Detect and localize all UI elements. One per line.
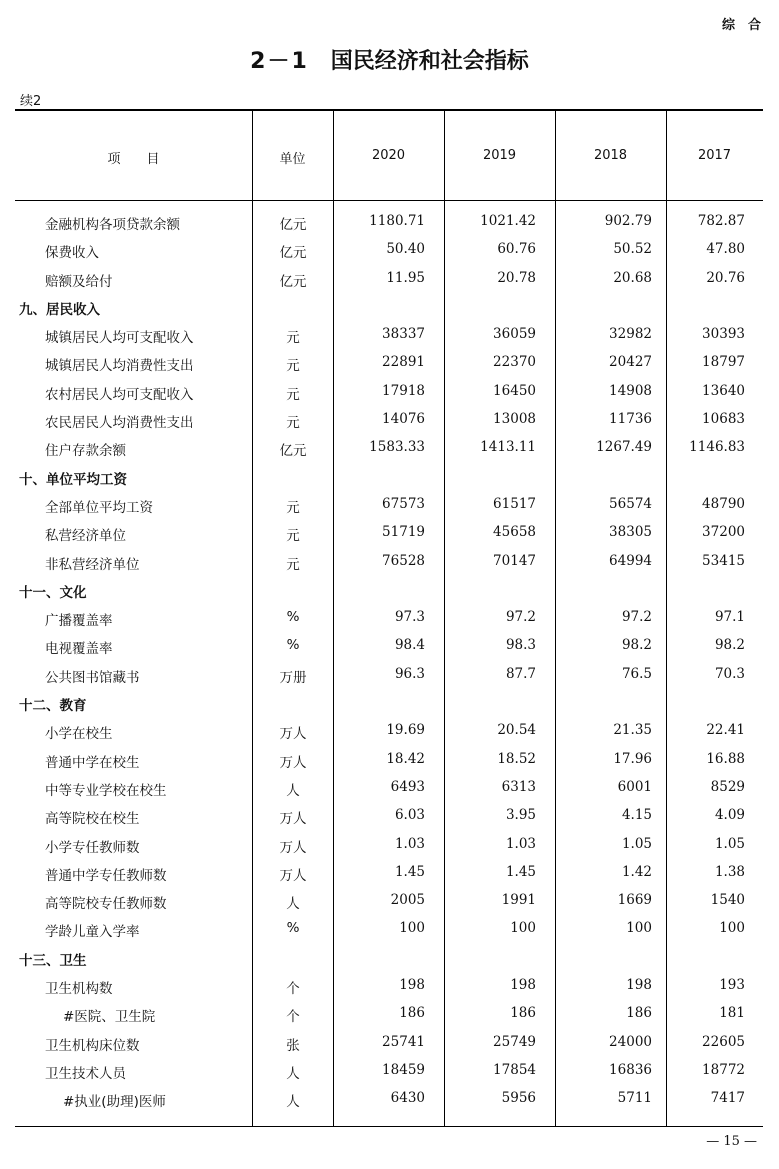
- row-value: 13008: [493, 411, 536, 428]
- row-value: 1413.11: [480, 439, 536, 456]
- row-unit: 亿元: [279, 217, 307, 233]
- row-value: 11736: [609, 411, 652, 428]
- row-value: 19.69: [386, 722, 425, 739]
- row-label: 公共图书馆藏书: [45, 669, 140, 686]
- row-value: 51719: [382, 524, 425, 541]
- row-value: 7417: [710, 1090, 745, 1107]
- row-value: 6430: [390, 1090, 425, 1107]
- table-row: [15, 831, 763, 859]
- header-unit: 单位: [279, 152, 306, 167]
- row-value: 100: [626, 920, 652, 937]
- row-value: 97.3: [394, 609, 425, 626]
- row-label: 小学在校生: [45, 726, 113, 743]
- row-value: 18459: [382, 1061, 425, 1078]
- row-value: 10683: [702, 411, 745, 428]
- row-value: 6313: [501, 778, 536, 795]
- row-value: 2005: [390, 892, 425, 909]
- header-year: 2020: [371, 148, 406, 163]
- row-value: 902.79: [604, 213, 652, 229]
- row-label: #执业(助理)医师: [63, 1094, 166, 1111]
- row-value: 198: [510, 977, 536, 994]
- row-label: 卫生机构床位数: [45, 1037, 140, 1054]
- row-value: 4.09: [714, 807, 745, 824]
- header-item: 项 目: [107, 152, 160, 167]
- row-value: 193: [719, 977, 745, 994]
- row-label: 金融机构各项贷款余额: [45, 217, 180, 233]
- row-value: 32982: [609, 326, 652, 343]
- row-unit: 元: [286, 528, 300, 545]
- row-value: 14076: [382, 411, 425, 428]
- row-unit: 万人: [279, 811, 307, 828]
- row-unit: 亿元: [279, 245, 307, 262]
- table-row: [15, 774, 763, 802]
- row-value: 70.3: [714, 665, 745, 682]
- row-label: 全部单位平均工资: [45, 499, 153, 516]
- row-value: 100: [510, 920, 536, 937]
- row-value: 64994: [609, 552, 652, 569]
- row-value: 1583.33: [369, 439, 425, 456]
- row-value: 70147: [493, 552, 536, 569]
- table-row: [15, 1000, 763, 1028]
- row-value: 97.2: [621, 609, 652, 626]
- row-value: 1.38: [714, 863, 745, 880]
- row-value: 18797: [702, 354, 745, 371]
- row-unit: %: [286, 920, 300, 937]
- row-label: 城镇居民人均消费性支出: [45, 358, 194, 375]
- table-row: [15, 265, 763, 293]
- row-value: 18.42: [386, 750, 425, 767]
- row-label: 高等院校专任教师数: [45, 896, 167, 913]
- row-unit: 万人: [279, 754, 307, 771]
- row-value: 1021.42: [480, 213, 536, 229]
- row-value: 30393: [702, 326, 745, 343]
- table-row: [15, 887, 763, 915]
- row-label: 城镇居民人均可支配收入: [45, 330, 194, 347]
- row-value: 67573: [382, 495, 425, 512]
- row-unit: 元: [286, 358, 300, 375]
- row-value: 50.52: [613, 241, 652, 258]
- row-value: 1.05: [621, 835, 652, 852]
- row-value: 4.15: [621, 807, 652, 824]
- row-label: 中等专业学校在校生: [45, 782, 167, 799]
- row-value: 96.3: [394, 665, 425, 682]
- row-label: 保费收入: [45, 245, 99, 262]
- row-unit: 张: [286, 1037, 300, 1054]
- table-top-rule: [15, 109, 763, 111]
- row-value: 17918: [382, 382, 425, 399]
- table-row: [15, 632, 763, 660]
- row-value: 22370: [493, 354, 536, 371]
- table-title: [0, 44, 779, 75]
- row-unit: 元: [286, 386, 300, 403]
- table-body: [15, 208, 763, 1114]
- row-value: 198: [626, 977, 652, 994]
- row-value: 1146.83: [689, 439, 745, 456]
- table-bottom-rule: [15, 1126, 763, 1127]
- row-value: 1991: [501, 892, 536, 909]
- page-number: — 15 —: [706, 1134, 757, 1149]
- row-value: 61517: [493, 495, 536, 512]
- row-value: 20.78: [497, 269, 536, 286]
- row-value: 6.03: [394, 807, 425, 824]
- table-row: [15, 491, 763, 519]
- row-value: 100: [719, 920, 745, 937]
- row-value: 98.3: [505, 637, 536, 654]
- row-unit: 万人: [279, 839, 307, 856]
- row-value: 76.5: [621, 665, 652, 682]
- row-value: 186: [510, 1005, 536, 1022]
- row-unit: 万人: [279, 726, 307, 743]
- row-value: 98.2: [714, 637, 745, 654]
- row-value: 3.95: [505, 807, 536, 824]
- row-value: 11.95: [386, 269, 425, 286]
- continued-label: 续2: [20, 94, 42, 109]
- table-title-text: 国民经济和社会指标: [330, 49, 529, 74]
- row-value: 1.05: [714, 835, 745, 852]
- row-value: 8529: [710, 778, 745, 795]
- row-value: 25741: [382, 1033, 425, 1050]
- row-label: 非私营经济单位: [45, 556, 140, 573]
- table-row: [15, 1029, 763, 1057]
- row-value: 17.96: [613, 750, 652, 767]
- row-unit: %: [286, 609, 300, 626]
- table-row: [15, 1057, 763, 1085]
- table-row: [15, 236, 763, 264]
- table-row: [15, 434, 763, 462]
- row-value: 1.03: [505, 835, 536, 852]
- row-value: 45658: [493, 524, 536, 541]
- row-value: 1267.49: [596, 439, 652, 456]
- table-row: [15, 746, 763, 774]
- row-value: 18.52: [497, 750, 536, 767]
- row-label: 小学专任教师数: [45, 839, 140, 856]
- row-unit: 万人: [279, 867, 307, 884]
- row-value: 16836: [609, 1061, 652, 1078]
- table-row: [15, 1085, 763, 1113]
- row-value: 186: [399, 1005, 425, 1022]
- row-label: 农村居民人均可支配收入: [45, 386, 194, 403]
- row-unit: 个: [286, 981, 300, 998]
- row-label: 电视覆盖率: [45, 641, 113, 658]
- row-value: 782.87: [697, 213, 745, 229]
- chapter-label: 综 合: [721, 18, 761, 33]
- section-heading: 十二、教育: [19, 698, 87, 715]
- row-value: 181: [719, 1005, 745, 1022]
- row-value: 97.1: [714, 609, 745, 626]
- table-row: [15, 349, 763, 377]
- header-year: 2017: [697, 148, 732, 163]
- section-heading: 十一、文化: [19, 584, 87, 601]
- table-row: [15, 378, 763, 406]
- header-year: 2019: [482, 148, 517, 163]
- row-value: 47.80: [706, 241, 745, 258]
- row-unit: 人: [286, 896, 300, 913]
- table-row: [15, 802, 763, 830]
- row-value: 87.7: [505, 665, 536, 682]
- section-row: [15, 689, 763, 717]
- row-value: 100: [399, 920, 425, 937]
- row-value: 38337: [382, 326, 425, 343]
- row-value: 1.45: [394, 863, 425, 880]
- row-value: 37200: [702, 524, 745, 541]
- table-row: [15, 406, 763, 434]
- row-value: 76528: [382, 552, 425, 569]
- row-value: 5711: [617, 1090, 652, 1107]
- table-row: [15, 717, 763, 745]
- header-year: 2018: [593, 148, 628, 163]
- row-label: 卫生技术人员: [45, 1065, 126, 1082]
- row-value: 25749: [493, 1033, 536, 1050]
- table-row: [15, 321, 763, 349]
- section-row: [15, 293, 763, 321]
- table-row: [15, 972, 763, 1000]
- row-unit: 人: [286, 1094, 300, 1111]
- table-row: [15, 859, 763, 887]
- row-label: 私营经济单位: [45, 528, 126, 545]
- row-unit: 人: [286, 1065, 300, 1082]
- header-rule: [15, 200, 763, 201]
- row-value: 36059: [493, 326, 536, 343]
- row-value: 20.68: [613, 269, 652, 286]
- row-unit: 元: [286, 556, 300, 573]
- row-label: 卫生机构数: [45, 981, 113, 998]
- row-value: 98.4: [394, 637, 425, 654]
- row-value: 98.2: [621, 637, 652, 654]
- row-unit: 元: [286, 330, 300, 347]
- row-label: 学龄儿童入学率: [45, 924, 140, 941]
- row-value: 56574: [609, 495, 652, 512]
- row-value: 21.35: [613, 722, 652, 739]
- table-row: [15, 208, 763, 236]
- row-unit: 亿元: [279, 443, 307, 460]
- row-value: 1540: [710, 892, 745, 909]
- row-label: 农民居民人均消费性支出: [45, 415, 194, 432]
- row-value: 14908: [609, 382, 652, 399]
- row-value: 186: [626, 1005, 652, 1022]
- row-value: 50.40: [386, 241, 425, 258]
- row-value: 1180.71: [369, 213, 425, 229]
- row-value: 1.45: [505, 863, 536, 880]
- row-value: 53415: [702, 552, 745, 569]
- row-label: #医院、卫生院: [63, 1009, 156, 1026]
- row-label: 赔额及给付: [45, 273, 113, 290]
- row-value: 1669: [617, 892, 652, 909]
- row-label: 普通中学在校生: [45, 754, 140, 771]
- row-value: 38305: [609, 524, 652, 541]
- row-value: 22605: [702, 1033, 745, 1050]
- row-value: 198: [399, 977, 425, 994]
- row-value: 1.42: [621, 863, 652, 880]
- row-unit: 亿元: [279, 273, 307, 290]
- row-value: 22891: [382, 354, 425, 371]
- row-label: 普通中学专任教师数: [45, 867, 167, 884]
- row-value: 97.2: [505, 609, 536, 626]
- row-unit: 人: [286, 782, 300, 799]
- row-value: 16450: [493, 382, 536, 399]
- section-heading: 十、单位平均工资: [19, 471, 127, 488]
- table-row: [15, 519, 763, 547]
- row-unit: %: [286, 637, 300, 654]
- row-label: 广播覆盖率: [45, 613, 113, 630]
- row-label: 住户存款余额: [45, 443, 126, 460]
- row-value: 17854: [493, 1061, 536, 1078]
- row-value: 20.54: [497, 722, 536, 739]
- section-heading: 九、居民收入: [19, 301, 100, 318]
- section-row: [15, 463, 763, 491]
- row-value: 6493: [390, 778, 425, 795]
- row-value: 16.88: [706, 750, 745, 767]
- row-value: 60.76: [497, 241, 536, 258]
- row-unit: 元: [286, 415, 300, 432]
- row-label: 高等院校在校生: [45, 811, 140, 828]
- row-value: 5956: [501, 1090, 536, 1107]
- row-value: 18772: [702, 1061, 745, 1078]
- row-value: 24000: [609, 1033, 652, 1050]
- row-value: 20427: [609, 354, 652, 371]
- table-row: [15, 661, 763, 689]
- row-value: 48790: [702, 495, 745, 512]
- row-unit: 万册: [279, 669, 307, 686]
- row-unit: 个: [286, 1009, 300, 1026]
- section-row: [15, 944, 763, 972]
- row-unit: 元: [286, 499, 300, 516]
- row-value: 20.76: [706, 269, 745, 286]
- row-value: 22.41: [706, 722, 745, 739]
- table-row: [15, 915, 763, 943]
- section-heading: 十三、卫生: [19, 952, 87, 969]
- table-row: [15, 548, 763, 576]
- row-value: 13640: [702, 382, 745, 399]
- row-value: 6001: [617, 778, 652, 795]
- row-value: 1.03: [394, 835, 425, 852]
- table-number: 2－1: [250, 49, 309, 74]
- table-row: [15, 604, 763, 632]
- section-row: [15, 576, 763, 604]
